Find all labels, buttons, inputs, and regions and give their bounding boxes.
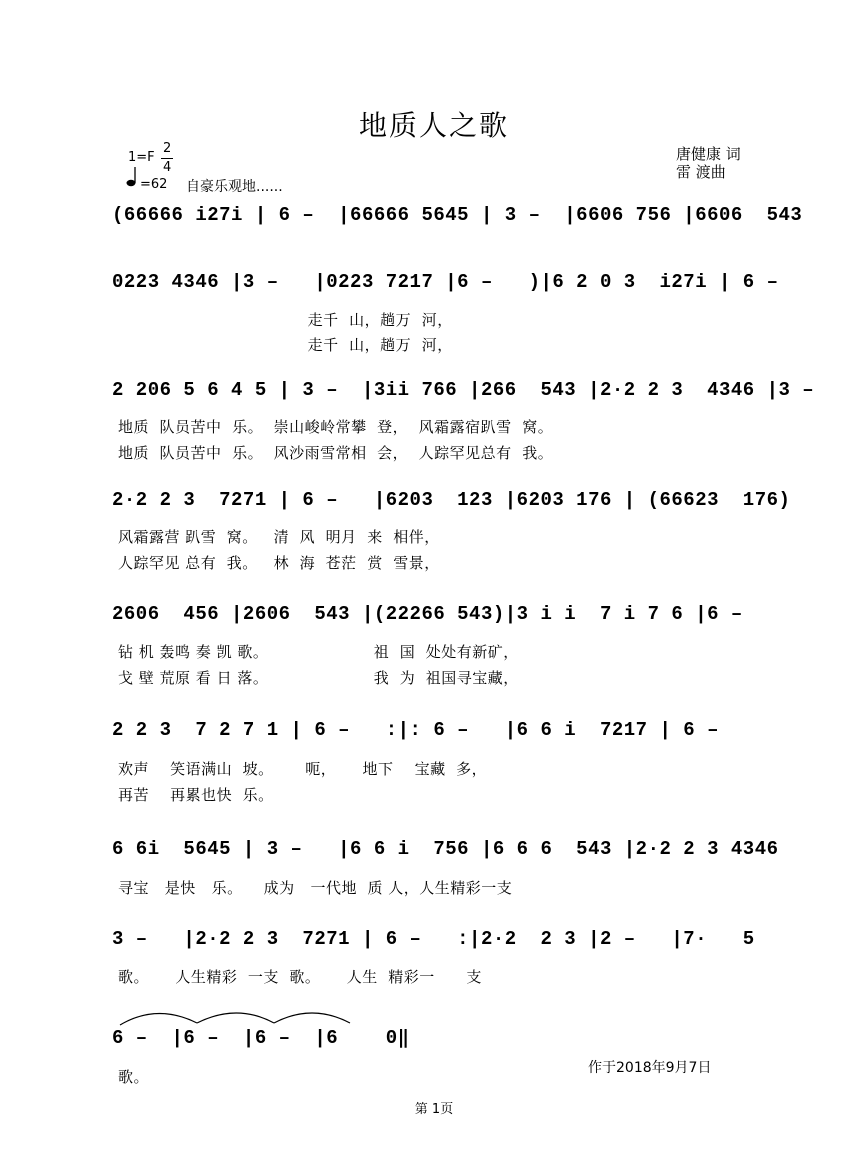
page-number: 第 1页 [414,1102,454,1117]
lyric-verse-1: 地质 队员苦中 乐。 崇山峻岭常攀 登， 风霜露宿趴雪 窝。 [118,418,554,436]
expression-marking: 自豪乐观地...... [186,179,283,195]
lyric-verse-1: 风霜露营 趴雪 窝。 清 风 明月 来 相伴， [118,528,440,546]
lyric-verse-2: 人踪罕见 总有 我。 林 海 苍茫 赏 雪景， [118,554,440,572]
notation-line: 6 – |6 – |6 – |6 0‖ [112,1027,410,1049]
lyricist-credit: 唐健康 词 [676,145,741,163]
lyric-verse-1: 钻 机 轰鸣 奏 凯 歌。 祖 国 处处有新矿， [118,643,519,661]
lyric-verse-1: 走千 山，趟万 河， [118,311,453,329]
notation-line: 2 206 5 6 4 5 | 3 – |3ii 766 |266 543 |2·2 2 3 4346 |3 – [112,379,815,401]
song-title: 地质人之歌 [358,109,509,142]
lyric-verse-1: 欢声 笑语满山 坡。 呃， 地下 宝藏 多， [118,760,488,778]
lyric-verse-1: 歌。 [118,1068,150,1086]
composition-date: 作于2018年9月7日 [588,1060,712,1076]
tempo-marking: =62 [140,177,168,192]
lyric-verse-2: 地质 队员苦中 乐。 风沙雨雪常相 会， 人踪罕见总有 我。 [118,444,554,462]
notation-line: 2606 456 |2606 543 |(22266 543)|3 i i 7 i 7 6 |6 – [112,603,743,625]
lyric-verse-1: 歌。 人生精彩 一支 歌。 人生 精彩一 支 [118,968,482,986]
quarter-note-icon [126,166,140,188]
notation-line: (66666 i27i | 6 – |66666 5645 | 3 – |6606 756 |6606 543 [112,204,803,226]
notation-line: 0223 4346 |3 – |0223 7217 |6 – )|6 2 0 3 i27i | 6 – [112,271,779,293]
lyric-verse-1: 寻宝 是快 乐。 成为 一代地 质 人，人生精彩一支 [118,879,513,897]
tie-slurs [112,1005,372,1027]
composer-credit: 雷 渡曲 [676,163,726,181]
notation-line: 2·2 2 3 7271 | 6 – |6203 123 |6203 176 | (66623 176) [112,489,791,511]
time-signature-bottom: 4 [163,160,172,175]
time-signature-top: 2 [163,141,172,156]
key-signature: 1=F [128,150,155,165]
notation-line: 3 – |2·2 2 3 7271 | 6 – :|2·2 2 3 |2 – |7· 5 [112,928,755,950]
notation-line: 6 6i 5645 | 3 – |6 6 i 756 |6 6 6 543 |2·2 2 3 4346 [112,838,779,860]
lyric-verse-2: 戈 壁 荒原 看 日 落。 我 为 祖国寻宝藏， [118,669,519,687]
lyric-verse-2: 再苦 再累也快 乐。 [118,786,274,804]
lyric-verse-2: 走千 山，趟万 河， [118,336,453,354]
notation-line: 2 2 3 7 2 7 1 | 6 – :|: 6 – |6 6 i 7217 | 6 – [112,719,719,741]
time-signature-line [161,158,173,159]
